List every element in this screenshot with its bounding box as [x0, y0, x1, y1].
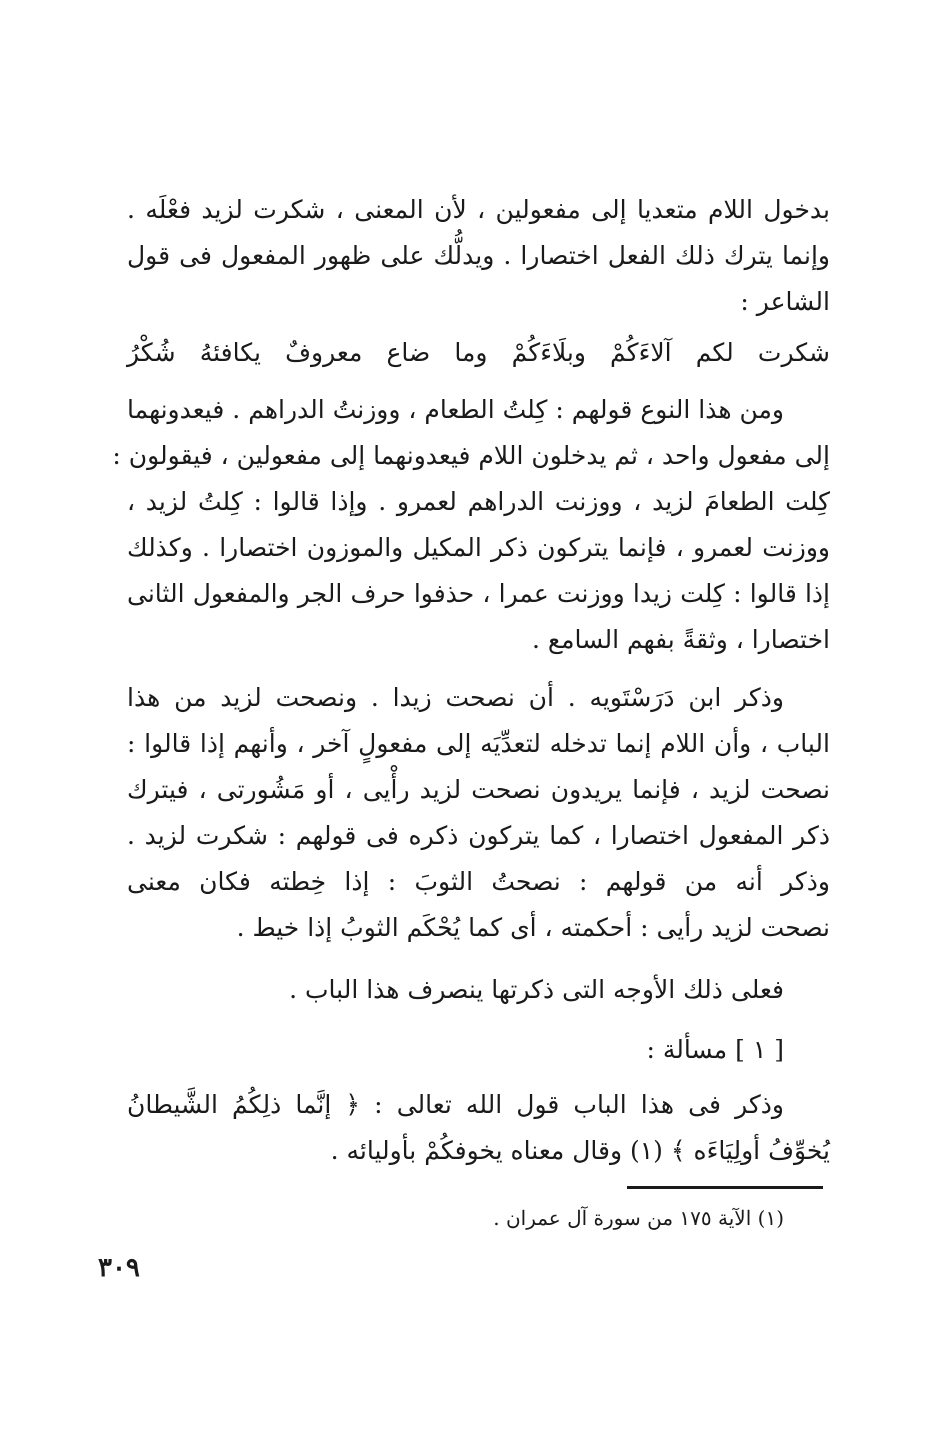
text-line: فعلى ذلك الأوجه التى ذكرتها ينصرف هذا الباب .: [289, 975, 784, 1004]
text-line: يُخوِّفُ أولِيَاءَه ﴾ (١) وقال معناه يخوفكُمْ بأوليائه .: [330, 1136, 830, 1165]
heading-text: [ ١ ] مسألة :: [646, 1035, 784, 1064]
text-line: وإنما يترك ذلك الفعل اختصارا . ويدلُّك على ظهور المفعول فى قول: [127, 241, 830, 270]
text-line: نصحت لزيد رأيى : أحكمته ، أى كما يُحْكَم الثوبُ إذا خيط .: [236, 913, 830, 942]
text-line: اختصارا ، وثقةً بفهم السامع .: [531, 625, 830, 654]
paragraph-quranic-verse: [127, 1082, 830, 1174]
text-line: نصحت لزيد ، فإنما يريدون نصحت لزيد رأْيى ، أو مَشُورتى ، فيترك: [127, 775, 830, 804]
text-line: الباب ، وأن اللام إنما تدخله لتعدِّيَه إلى مفعولٍ آخر ، وأنهم إذا قالوا :: [127, 729, 830, 758]
text-line: إلى مفعول واحد ، ثم يدخلون اللام فيعدونهما إلى مفعولين ، فيقولون :: [112, 441, 830, 470]
paragraph-continuation: [127, 187, 830, 325]
text-line: كِلت الطعامَ لزيد ، ووزنت الدراهم لعمرو . وإذا قالوا : كِلتُ لزيد ،: [127, 487, 830, 516]
verse-line: شكرت لكم آلاءَكُمْ وبلَاءَكُمْ وما ضاع معروفٌ يكافئهُ شُكْرُ: [127, 338, 830, 367]
text-line: إذا قالوا : كِلت زيدا ووزنت عمرا ، حذفوا حرف الجر والمفعول الثانى: [127, 579, 830, 608]
poetry-verse: [127, 330, 830, 376]
text-line: ومن هذا النوع قولهم : كِلتُ الطعام ، ووزنتُ الدراهم . فيعدونهما: [127, 395, 784, 424]
text-line: الشاعر :: [740, 287, 830, 316]
footnote: [127, 1200, 830, 1236]
conclusion-line: [127, 967, 830, 1013]
footnote-text: (١) الآية ١٧٥ من سورة آل عمران .: [493, 1206, 784, 1230]
text-line: ذكر المفعول اختصارا ، كما يتركون ذكره فى قولهم : شكرت لزيد .: [127, 821, 830, 850]
text-line: وذكر ابن دَرَسْتَويه . أن نصحت زيدا . ونصحت لزيد من هذا: [127, 683, 784, 712]
section-heading: [127, 1027, 830, 1073]
page-number: ٣٠٩: [98, 1253, 140, 1283]
text-line: بدخول اللام متعديا إلى مفعولين ، لأن المعنى ، شكرت لزيد فعْلَه .: [127, 195, 830, 224]
paragraph-ibn-durustawayh: [127, 675, 830, 951]
paragraph-weighing-measuring: [112, 387, 830, 663]
text-line: ووزنت لعمرو ، فإنما يتركون ذكر المكيل والموزون اختصارا . وكذلك: [127, 533, 830, 562]
text-line: وذكر أنه من قولهم : نصحتُ الثوبَ : إذا خِطته فكان معنى: [127, 867, 830, 896]
text-line: وذكر فى هذا الباب قول الله تعالى : ﴿ إنَّما ذلِكُمُ الشَّيطانُ: [127, 1090, 784, 1119]
footnote-divider: [627, 1186, 823, 1189]
